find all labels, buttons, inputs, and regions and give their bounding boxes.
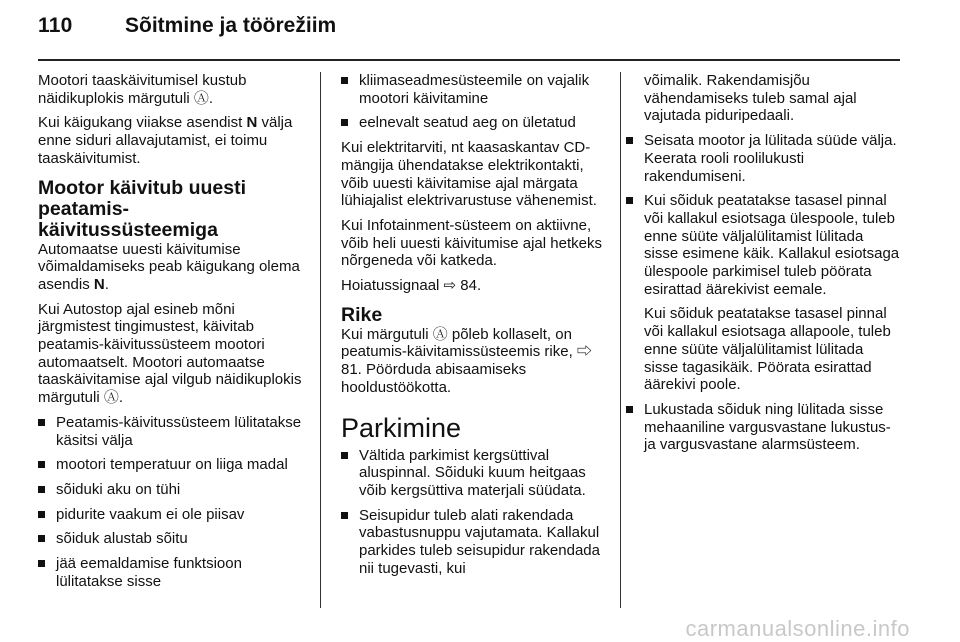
list-item: Kui sõiduk peatatakse tasasel pinnal või kallakul esiotsaga ülespoole, tuleb enne süüte väljalülitamist lülitada sisse esimene käik. Kallakul esiotsaga ülespoole parkimisel tuleb pöörata esirattad äärekivist eemale. [626,192,901,298]
header-rule [38,59,900,61]
bullet-icon [626,197,633,204]
list-item: Vältida parkimist kergsüttival aluspinnal. Sõiduki kuum heitgaas võib kergsüttiva materjali süüdata. [341,447,609,500]
paragraph: Automaatse uuesti käivitumise võimaldamiseks peab käigukang olema asendis N. [38,240,300,293]
paragraph: Kui Infotainment-süsteem on aktiivne, võib heli uuesti käivitumise ajal hetkeks nõrgeneda või katkeda. [341,216,602,270]
column-3 [626,72,901,461]
bullet-icon [341,77,348,84]
column-2 [341,72,609,584]
list-item: jää eemaldamise funktsioon lülitatakse sisse [38,555,306,590]
bullet-icon [38,461,45,468]
section-heading: Rike [341,303,383,326]
list-item: sõiduk alustab sõitu [38,530,306,548]
bullet-icon [341,119,348,126]
list-item: Peatamis-käivitussüsteem lülitatakse käsitsi välja [38,414,306,449]
paragraph: Kui Autostop ajal esineb mõni järgmistest tingimustest, käivitab peatamis-käivitussüsteem mootori automaatselt. Mootori automaatse taaskäivitamise ajal vilgub näidikuplokis märgutuli Ⓐ. [38,300,302,407]
bullet-list [626,132,901,298]
chapter-heading: Parkimine [341,412,462,443]
bullet-icon [38,486,45,493]
list-item: Seisupidur tuleb alati rakendada vabastusnuppu vajutamata. Kallakul parkides tuleb seisupidur rakendada nii tugevasti, kui [341,507,609,578]
paragraph: Kui märgutuli Ⓐ põleb kollaselt, on peatumis-käivitamissüsteemis rike, ⇨ 81. Pöörduda abisaamiseks hooldustöökotta. [341,325,592,396]
bullet-icon [38,560,45,567]
column-divider-2 [620,72,621,608]
bullet-icon [38,419,45,426]
column-divider-1 [320,72,321,608]
list-item: Seisata mootor ja lülitada süüde välja. Keerata rooli roolilukusti rakendumiseni. [626,132,901,185]
paragraph: Hoiatussignaal ⇨ 84. [341,277,482,295]
paragraph: Kui elektritarviti, nt kaasaskantav CD-mängija ühendatakse elektrikontakti, võib uuesti käivitamise ajal märgata lühiajalist elektrivarustuse vähenemist. [341,139,597,210]
list-item: kliimaseadmesüsteemile on vajalik mootori käivitamine [341,72,609,107]
bullet-list [341,447,609,578]
bullet-icon [38,511,45,518]
page-number: 110 [38,14,73,37]
bullet-icon [626,406,633,413]
bullet-list [38,414,306,591]
bullet-list [341,72,609,132]
bullet-icon [38,535,45,542]
list-item: sõiduki aku on tühi [38,481,306,499]
bullet-icon [626,137,633,144]
list-item: mootori temperatuur on liiga madal [38,456,306,474]
paragraph: Kui sõiduk peatatakse tasasel pinnal või kallakul esiotsaga allapoole, tuleb enne süüte väljalülitamist lülitada sisse tagasikäik. Pöörata esirattad äärekivi poole. [644,305,891,394]
section-heading: Mootor käivitub uuesti peatamis-käivitussüsteemiga [38,176,247,241]
paragraph: võimalik. Rakendamisjõu vähendamiseks tuleb samal ajal vajutada piduripedaali. [644,72,857,125]
list-item: pidurite vaakum ei ole piisav [38,506,306,524]
list-item: eelnevalt seatud aeg on ületatud [341,114,609,132]
page-title: Sõitmine ja töörežiim [125,14,337,37]
paragraph: Mootori taaskäivitumisel kustub näidikuplokis märgutuli Ⓐ. [38,72,247,107]
column-1 [38,72,306,597]
bullet-list [626,401,901,454]
paragraph: Kui käigukang viiakse asendist N välja enne siduri allavajutamist, ei toimu taaskäivitumist. [38,114,293,167]
watermark: carmanualsonline.info [685,616,910,641]
bullet-icon [341,452,348,459]
bullet-icon [341,512,348,519]
page-header [0,0,960,48]
list-item: Lukustada sõiduk ning lülitada sisse mehaaniline vargusvastane lukustus- ja vargusvastane alarmsüsteem. [626,401,901,454]
